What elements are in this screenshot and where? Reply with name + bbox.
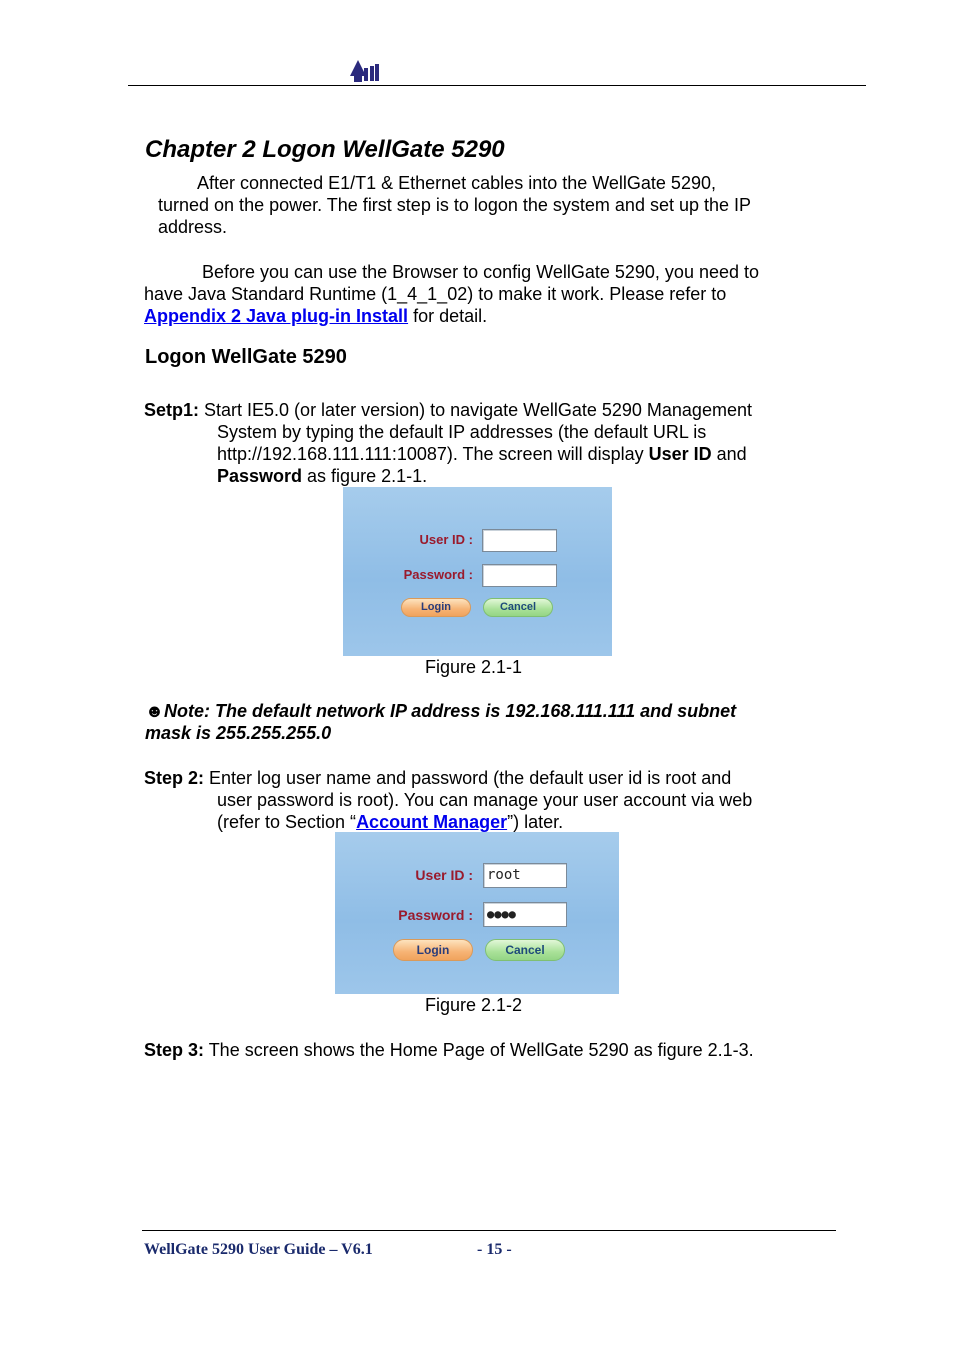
step3-line (144, 1039, 754, 1061)
footer-page-number: - 15 - (477, 1241, 512, 1258)
header-divider (128, 85, 866, 86)
step1-line-3 (217, 443, 747, 465)
java-line-2: have Java Standard Runtime (1_4_1_02) to make it work. Please refer to (144, 284, 727, 304)
step2-line-1 (144, 767, 731, 789)
intro-line-3: address. (158, 217, 228, 237)
intro-line-2: turned on the power. The first step is to logon the system and set up the IP (158, 195, 752, 215)
step2-line-2: user password is root). You can manage your user account via web (217, 790, 753, 810)
step2-text-3b: ”) later. (507, 812, 564, 832)
fig1-login-button[interactable]: Login (401, 598, 471, 617)
step1-text-3a: http://192.168.111.111:10087). The screen will display (217, 444, 649, 464)
step1-line-1 (144, 399, 752, 421)
step1-line-4 (217, 465, 427, 487)
fig2-login-button[interactable]: Login (393, 939, 473, 961)
java-line-1: Before you can use the Browser to config WellGate 5290, you need to (202, 262, 760, 282)
step1-label: Setp1: (144, 400, 200, 420)
fig1-password-label: Password : (403, 567, 473, 582)
fig2-cancel-button[interactable]: Cancel (485, 939, 565, 961)
step3-text: The screen shows the Home Page of WellGate 5290 as figure 2.1-3. (204, 1040, 754, 1060)
figure-2-1-2-login-screenshot (335, 832, 619, 994)
fig1-cancel-button[interactable]: Cancel (483, 598, 553, 617)
fig2-password-label: Password : (398, 907, 473, 923)
fig2-user-id-input[interactable]: root (483, 863, 567, 888)
fig1-user-id-input[interactable] (482, 529, 557, 552)
note-line-1 (145, 700, 736, 722)
fig2-password-input[interactable]: ●●●● (483, 902, 567, 927)
figure-2-caption: Figure 2.1-2 (425, 995, 523, 1015)
note-line-2: mask is 255.255.255.0 (145, 723, 332, 743)
figure-2-1-1-login-screenshot (343, 487, 612, 656)
step2-line-3 (217, 811, 563, 833)
intro-line-1: After connected E1/T1 & Ethernet cables into the WellGate 5290, (197, 173, 716, 193)
footer-divider (142, 1230, 836, 1231)
java-after-link: for detail. (408, 306, 488, 326)
step1-text-1: Start IE5.0 (or later version) to navigate WellGate 5290 Management (199, 400, 752, 420)
section-title: Logon WellGate 5290 (145, 346, 347, 368)
step1-line-2: System by typing the default IP addresses (the default URL is (217, 422, 707, 442)
chapter-title: Chapter 2 Logon WellGate 5290 (145, 136, 505, 163)
fig1-password-input[interactable] (482, 564, 557, 587)
step3-label: Step 3: (144, 1040, 205, 1060)
step2-text-3a: (refer to Section “ (217, 812, 357, 832)
fig2-user-id-label: User ID : (415, 867, 473, 883)
step2-label: Step 2: (144, 768, 205, 788)
company-logo-icon (348, 56, 380, 82)
step1-password-term: Password (217, 466, 303, 486)
step1-text-4b: as figure 2.1-1. (302, 466, 428, 486)
note-block (145, 700, 736, 744)
java-line-3 (144, 305, 487, 327)
account-manager-link[interactable]: Account Manager (356, 812, 508, 832)
appendix-link[interactable]: Appendix 2 Java plug-in Install (144, 306, 409, 326)
note-text-1: Note: The default network IP address is 192.168.111.111 and subnet (163, 701, 737, 721)
step1-userid-term: User ID (648, 444, 712, 464)
figure-1-caption: Figure 2.1-1 (425, 657, 523, 677)
step2-text-1: Enter log user name and password (the default user id is root and (204, 768, 732, 788)
fig1-user-id-label: User ID : (419, 532, 473, 547)
smiley-icon: ☻ (145, 701, 164, 721)
footer-guide-title: WellGate 5290 User Guide – V6.1 (144, 1241, 373, 1258)
step1-text-3c: and (711, 444, 747, 464)
